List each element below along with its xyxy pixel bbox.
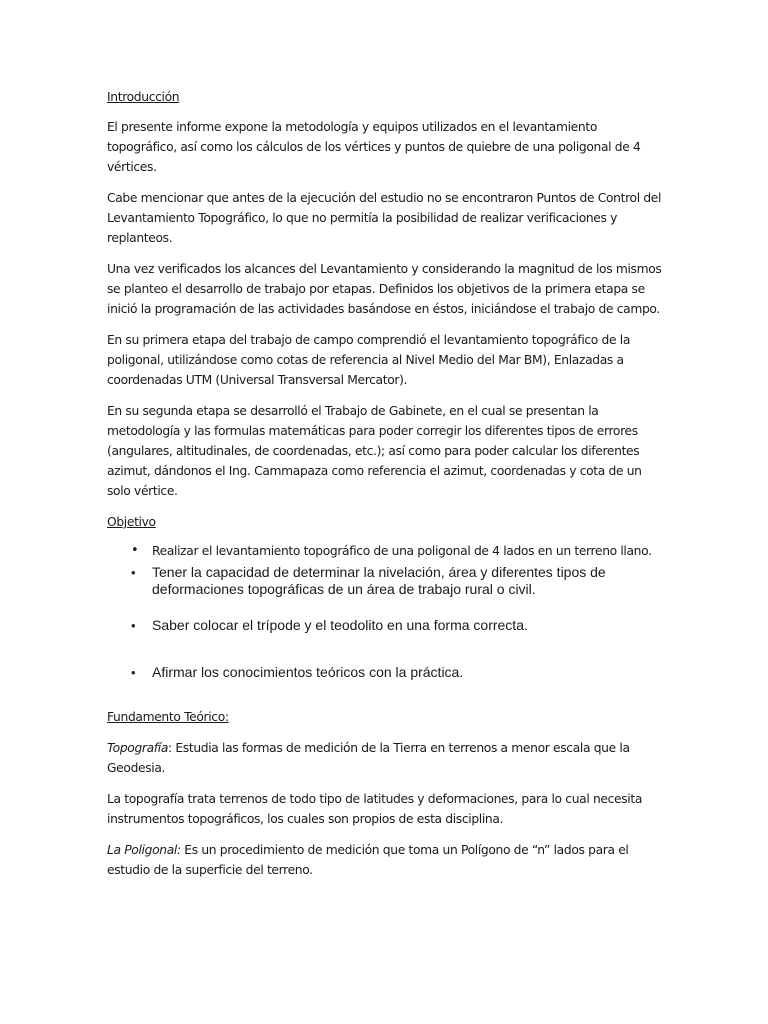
bullet-icon: •	[131, 543, 139, 558]
bullet-icon: •	[131, 665, 136, 680]
objective-heading: Objetivo	[107, 515, 156, 529]
topografia-definition	[107, 738, 667, 778]
intro-paragraph: En su primera etapa del trabajo de campo comprendió el levantamiento topográfico de la poligonal, utilizándose como cotas de referencia al Nivel Medio del Mar BM), Enlazadas a coordenadas UTM (Universal Transversal Mercator).	[107, 333, 631, 387]
poligonal-definition	[107, 840, 667, 880]
bullet-icon: •	[131, 618, 136, 633]
intro-paragraph: Cabe mencionar que antes de la ejecución del estudio no se encontraron Puntos de Control del Levantamiento Topográfico, lo que no permitía la posibilidad de realizar verificaciones y replanteos.	[107, 191, 662, 245]
intro-paragraph: Una vez verificados los alcances del Levantamiento y considerando la magnitud de los mismos se planteo el desarrollo de trabajo por etapas. Definidos los objetivos de la primera etapa se inició la programación de las actividades basándose en éstos, iniciándose el trabajo de campo.	[107, 262, 662, 316]
objective-text: Tener la capacidad de determinar la nivelación, área y diferentes tipos de deformaciones topográficas de un área de trabajo rural o civil.	[152, 564, 606, 597]
objective-item	[107, 617, 667, 634]
document-body	[107, 87, 667, 891]
objective-text: Afirmar los conocimientos teóricos con la práctica.	[152, 664, 464, 680]
objective-text: Saber colocar el trípode y el teodolito en una forma correcta.	[152, 617, 528, 633]
intro-heading: Introducción	[107, 90, 180, 104]
objective-list	[107, 542, 667, 681]
bullet-icon: •	[131, 565, 136, 580]
poligonal-term: La Poligonal:	[107, 843, 181, 857]
objective-item	[107, 542, 667, 560]
topografia-colon: :	[168, 741, 172, 755]
intro-paragraph: En su segunda etapa se desarrolló el Trabajo de Gabinete, en el cual se presentan la metodología y las formulas matemáticas para poder corregir los diferentes tipos de errores (angulares, altitudinales, de coordenadas, etc.); así como para poder calcular los diferentes azimut, dándonos el Ing. Cammapaza como referencia el azimut, coordenadas y cota de un solo vértice.	[107, 404, 642, 498]
objective-item	[107, 564, 667, 598]
poligonal-text: Es un procedimiento de medición que toma un Polígono de “n” lados para el estudio de la superficie del terreno.	[107, 843, 629, 877]
objective-item	[107, 664, 667, 681]
objective-text: Realizar el levantamiento topográfico de una poligonal de 4 lados en un terreno llano.	[152, 544, 652, 558]
theory-paragraph: La topografía trata terrenos de todo tipo de latitudes y deformaciones, para lo cual necesita instrumentos topográficos, los cuales son propios de esta disciplina.	[107, 792, 643, 826]
topografia-term: Topografía	[107, 741, 169, 755]
topografia-text: Estudia las formas de medición de la Tierra en terrenos a menor escala que la Geodesia.	[107, 741, 630, 775]
intro-paragraph: El presente informe expone la metodología y equipos utilizados en el levantamiento topográfico, así como los cálculos de los vértices y puntos de quiebre de una poligonal de 4 vértices.	[107, 120, 641, 174]
theory-heading: Fundamento Teórico:	[107, 710, 229, 724]
